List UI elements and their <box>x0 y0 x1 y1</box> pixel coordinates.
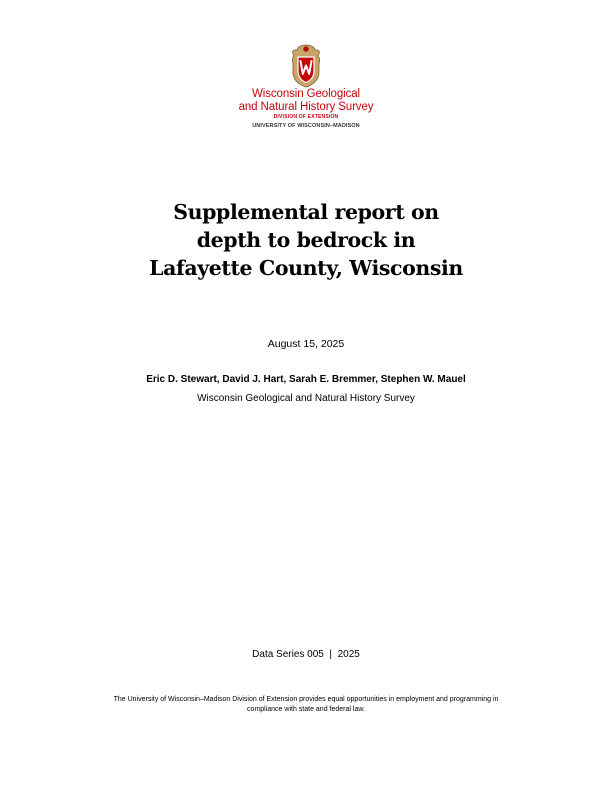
report-title-line2: depth to bedrock in <box>196 228 416 252</box>
statement-line1: The University of Wisconsin–Madison Division of Extension provides equal opportunities in employment and programming in <box>113 696 499 703</box>
author-affiliation: Wisconsin Geological and Natural History Survey <box>197 393 415 404</box>
org-name-line1: Wisconsin Geological <box>252 88 360 100</box>
data-series-label: Data Series 005 | 2025 <box>252 649 360 660</box>
report-date: August 15, 2025 <box>267 338 345 350</box>
org-university: UNIVERSITY OF WISCONSIN–MADISON <box>252 123 360 129</box>
uw-crest-icon <box>290 44 322 88</box>
equal-opportunity-statement <box>66 695 546 715</box>
report-title-line3: Lafayette County, Wisconsin <box>149 256 463 280</box>
statement-line2: compliance with state and federal law. <box>247 706 365 713</box>
report-title <box>106 198 506 282</box>
report-title-line1: Supplemental report on <box>173 200 439 224</box>
report-authors: Eric D. Stewart, David J. Hart, Sarah E. Bremmer, Stephen W. Mauel <box>146 374 466 385</box>
org-name-line2: and Natural History Survey <box>238 101 374 113</box>
org-division: DIVISION OF EXTENSION <box>273 114 339 120</box>
